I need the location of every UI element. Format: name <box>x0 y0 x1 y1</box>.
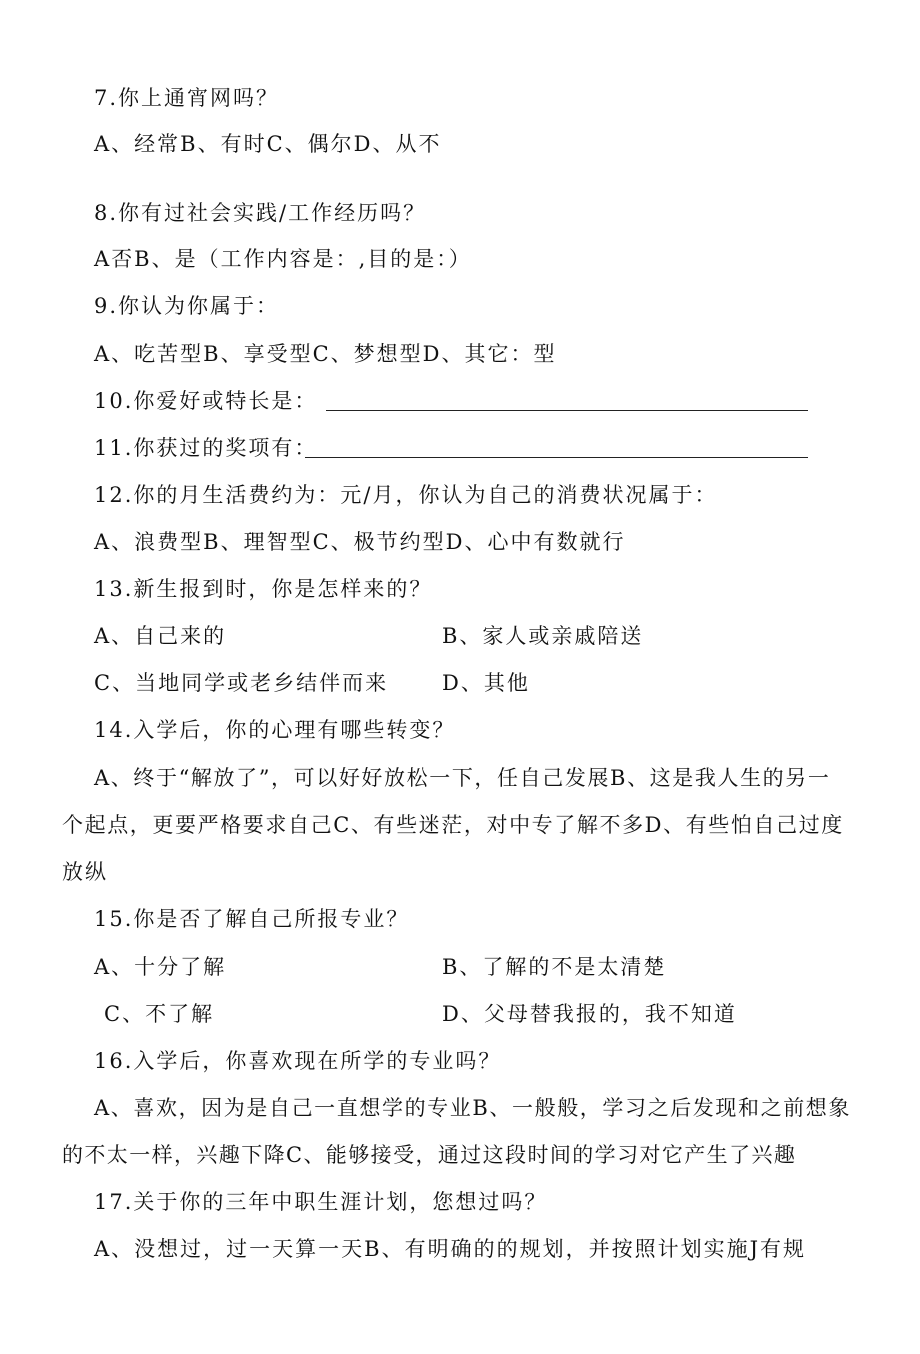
q15-option-a: A、十分了解 <box>94 955 227 979</box>
q12-question: 12.你的月生活费约为：元/月，你认为自己的消费状况属于： <box>94 483 718 507</box>
q17-question: 17.关于你的三年中职生涯计划，您想过吗？ <box>94 1190 548 1214</box>
q9-options: A、吃苦型B、享受型C、梦想型D、其它：型 <box>94 342 557 366</box>
q13-question: 13.新生报到时，你是怎样来的？ <box>94 577 433 601</box>
q13-option-b: B、家人或亲戚陪送 <box>442 624 644 648</box>
q10-answer-blank[interactable] <box>326 410 808 411</box>
q8-options: A否B、是（工作内容是：,目的是：） <box>94 247 472 271</box>
q10-question: 10.你爱好或特长是： <box>94 389 318 413</box>
q14-question: 14.入学后，你的心理有哪些转变？ <box>94 718 456 742</box>
q12-options: A、浪费型B、理智型C、极节约型D、心中有数就行 <box>94 530 626 554</box>
q16-options-line1: A、喜欢，因为是自己一直想学的专业B、一般般，学习之后发现和之前想象 <box>94 1096 851 1120</box>
q11-answer-blank[interactable] <box>305 457 808 458</box>
q11-question: 11.你获过的奖项有： <box>94 436 318 460</box>
q16-question: 16.入学后，你喜欢现在所学的专业吗？ <box>94 1049 502 1073</box>
q7-question: 7.你上通宵网吗？ <box>94 86 280 110</box>
q15-option-d: D、父母替我报的，我不知道 <box>442 1002 737 1026</box>
q13-option-a: A、自己来的 <box>94 624 227 648</box>
q13-option-c: C、当地同学或老乡结伴而来 <box>94 671 389 695</box>
q14-options-line1: A、终于“解放了”，可以好好放松一下，任自己发展B、这是我人生的另一 <box>94 766 831 790</box>
q8-question: 8.你有过社会实践/工作经历吗？ <box>94 201 427 225</box>
q14-options-line3: 放纵 <box>62 860 108 884</box>
q7-options: A、经常B、有时C、偶尔D、从不 <box>94 132 442 156</box>
q15-option-b: B、了解的不是太清楚 <box>442 955 667 979</box>
q9-question: 9.你认为你属于： <box>94 294 280 318</box>
q13-option-d: D、其他 <box>442 671 530 695</box>
q17-options-line1: A、没想过，过一天算一天B、有明确的的规划，并按照计划实施J有规 <box>94 1237 807 1261</box>
q15-option-c: C、不了解 <box>104 1002 215 1026</box>
q14-options-line2: 个起点，更要严格要求自己C、有些迷茫，对中专了解不多D、有些怕自己过度 <box>62 813 844 837</box>
q16-options-line2: 的不太一样，兴趣下降C、能够接受，通过这段时间的学习对它产生了兴趣 <box>62 1143 797 1167</box>
q15-question: 15.你是否了解自己所报专业？ <box>94 907 410 931</box>
